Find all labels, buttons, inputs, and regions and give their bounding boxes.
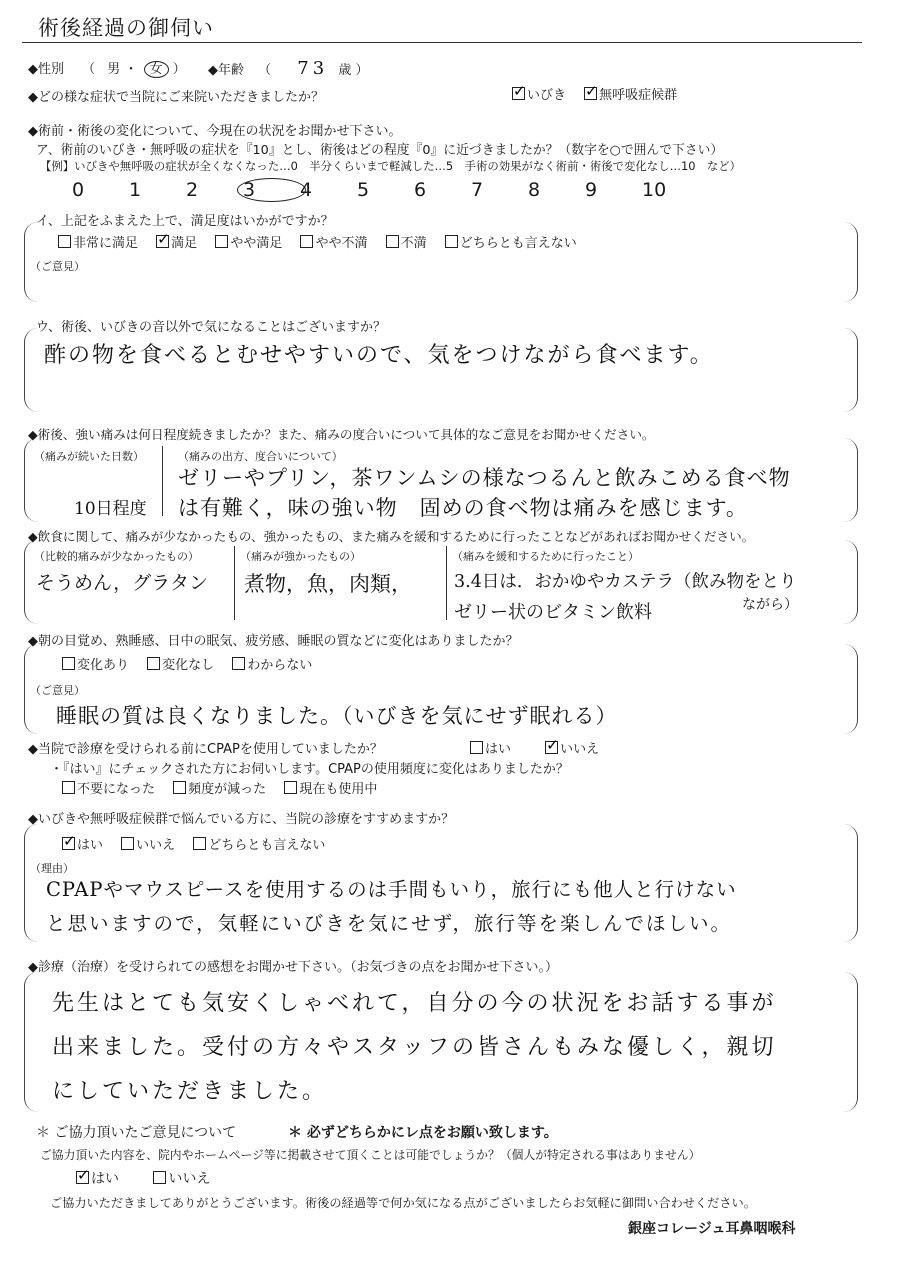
option-changed: 変化あり xyxy=(77,658,130,673)
option-somewhat-satisfied: やや満足 xyxy=(230,236,283,251)
option-satisfied: 満足 xyxy=(171,236,198,251)
clinic-name: 銀座コレージュ耳鼻咽喉科 xyxy=(628,1221,796,1237)
cpap-options xyxy=(470,738,613,757)
option-cpap-yes: はい xyxy=(485,742,512,757)
checkbox-cpap-yes[interactable] xyxy=(470,741,483,754)
checkbox-consent-no[interactable] xyxy=(153,1171,166,1184)
gender-separator: ・ xyxy=(124,62,138,77)
change-example: 【例】いびきや無呼吸の症状が全くなくなった…0 半分くらいまで軽減した…5 手術の効果がなく術前・術後で変化なし…10 など） xyxy=(40,159,742,173)
other-heading: ウ、術後、いびきの音以外で気になることはございますか？ xyxy=(36,320,386,335)
scale-4[interactable]: 4 xyxy=(300,179,313,201)
option-very-satisfied: 非常に満足 xyxy=(73,236,139,251)
scale-2[interactable]: 2 xyxy=(186,179,199,201)
checkbox-apnea[interactable] xyxy=(584,87,597,100)
food-high-value: 煮物，魚，肉類， xyxy=(244,572,412,596)
age-row: ◆年齢 （ 73 歳 ） xyxy=(208,58,369,79)
pain-degree-label: （痛みの出方、度合いについて） xyxy=(178,450,343,463)
gender-female: 女 xyxy=(144,61,169,78)
scale-3[interactable] xyxy=(243,178,300,202)
option-unknown: わからない xyxy=(247,658,313,673)
consent-heading-left: ＊ ご協力頂いたご意見について xyxy=(36,1125,237,1141)
recommend-reason-line2: と思いますので，気軽にいびきを気にせず，旅行等を楽しんでほしい。 xyxy=(46,912,733,935)
consent-heading-right: ＊ 必ずどちらかにレ点をお願い致します。 xyxy=(288,1125,558,1141)
checkbox-satisfied[interactable] xyxy=(156,235,169,248)
checkbox-still-using[interactable] xyxy=(284,781,297,794)
option-recommend-yes: はい xyxy=(77,838,104,853)
scale-3-selected: 3 xyxy=(237,178,306,202)
food-low-value: そうめん，グラタン xyxy=(36,572,208,594)
pain-heading: ◆術後、強い痛みは何日程度続きましたか？また、痛みの度合いについて具体的なご意見をお聞かせください。 xyxy=(28,427,655,442)
food-high-label: （痛みが強かったもの） xyxy=(240,550,361,563)
scale-8[interactable]: 8 xyxy=(528,179,541,201)
pain-divider xyxy=(162,446,163,516)
option-somewhat-dissatisfied: やや不満 xyxy=(315,236,368,251)
option-no-change: 変化なし xyxy=(162,658,215,673)
cpap-heading: ◆当院で診療を受けられる前にCPAPを使用していましたか？ xyxy=(28,742,383,757)
recommend-reason-line1: CPAPやマウスピースを使用するのは手間もいり，旅行にも他人と行けない xyxy=(46,878,737,901)
satisfaction-options xyxy=(58,232,591,251)
impression-line2: 出来ました。受付の方々やスタッフの皆さんもみな優しく，親切 xyxy=(52,1035,777,1060)
food-relief-line2: ゼリー状のビタミン飲料 xyxy=(454,602,652,623)
scale-5[interactable]: 5 xyxy=(357,179,370,201)
checkbox-recommend-neither[interactable] xyxy=(193,837,206,850)
satisfaction-opinion-label: （ご意見） xyxy=(30,260,85,273)
scale-1[interactable]: 1 xyxy=(129,179,142,201)
satisfaction-heading: イ、上記をふまえた上で、満足度はいかがですか？ xyxy=(36,214,334,229)
checkbox-consent-yes[interactable] xyxy=(76,1171,89,1184)
gender-male: 男 xyxy=(107,62,121,77)
scale-6[interactable]: 6 xyxy=(414,179,427,201)
morning-options xyxy=(62,654,326,673)
title-underline xyxy=(22,42,862,43)
consent-question: ご協力頂いた内容を、院内やホームページ等に掲載させて頂くことは可能でしょうか？（個人が特定される事はありません） xyxy=(40,1148,701,1162)
checkbox-very-satisfied[interactable] xyxy=(58,235,71,248)
symptom-question: ◆どの様な症状で当院にご来院いただきましたか？ xyxy=(28,90,324,105)
scale-9[interactable]: 9 xyxy=(585,179,598,201)
pain-degree-line1: ゼリーやプリン，茶ワンムシの様なつるんと飲みこめる食べ物 xyxy=(178,466,791,490)
impression-line1: 先生はとても気安くしゃべれて，自分の今の状況をお話する事が xyxy=(52,991,777,1016)
morning-heading: ◆朝の目覚め、熟睡感、日中の眠気、疲労感、睡眠の質などに変化はありましたか？ xyxy=(28,634,519,649)
checkbox-no-change[interactable] xyxy=(147,657,160,670)
pain-days-value: 10日程度 xyxy=(74,499,147,519)
symptom-apnea-label: 無呼吸症候群 xyxy=(599,88,678,103)
option-consent-yes: はい xyxy=(91,1171,119,1187)
checkbox-somewhat-dissatisfied[interactable] xyxy=(300,235,313,248)
checkbox-recommend-yes[interactable] xyxy=(62,837,75,850)
food-relief-label: （痛みを緩和するために行ったこと） xyxy=(452,550,639,563)
option-neither: どちらとも言えない xyxy=(459,236,577,251)
impression-heading: ◆診療（治療）を受けられての感想をお聞かせ下さい。（お気づきの点をお聞かせ下さい。） xyxy=(28,960,558,975)
food-heading: ◆飲食に関して、痛みが少なかったもの、強かったもの、また痛みを緩和するために行ったことなどがあればお聞かせください。 xyxy=(28,529,755,544)
food-relief-line3: ながら） xyxy=(742,597,798,613)
checkbox-unknown[interactable] xyxy=(232,657,245,670)
recommend-options xyxy=(62,834,339,853)
other-answer: 酢の物を食べるとむせやすいので、気をつけながら食べます。 xyxy=(44,343,714,368)
symptom-snoring-label: いびき xyxy=(527,88,567,103)
option-recommend-neither: どちらとも言えない xyxy=(208,838,326,853)
checkbox-reduced[interactable] xyxy=(173,781,186,794)
cpap-sub-options xyxy=(62,778,391,797)
pain-degree-line2: は有難く，味の強い物 固めの食べ物は痛みを感じます。 xyxy=(178,496,748,520)
consent-options xyxy=(76,1168,224,1188)
checkbox-somewhat-satisfied[interactable] xyxy=(215,235,228,248)
morning-opinion-label: （ご意見） xyxy=(30,684,85,697)
food-divider-2 xyxy=(446,546,447,620)
page-title: 術後経過の御伺い xyxy=(38,16,214,40)
recommend-reason-label: （理由） xyxy=(30,862,74,875)
checkbox-cpap-no[interactable] xyxy=(545,741,558,754)
morning-answer: 睡眠の質は良くなりました。（いびきを気にせず眠れる） xyxy=(56,704,618,728)
option-reduced: 頻度が減った xyxy=(188,782,267,797)
option-still-using: 現在も使用中 xyxy=(299,782,378,797)
age-label: ◆年齢 xyxy=(208,63,244,78)
age-value: 73 xyxy=(297,58,329,79)
scale-7[interactable]: 7 xyxy=(471,179,484,201)
checkbox-no-longer-needed[interactable] xyxy=(62,781,75,794)
checkbox-neither[interactable] xyxy=(445,235,458,248)
checkbox-changed[interactable] xyxy=(62,657,75,670)
recommend-heading: ◆いびきや無呼吸症候群で悩んでいる方に、当院の診療をすすめますか？ xyxy=(28,812,455,827)
gender-row: ◆性別 （ 男 ・ 女 ） xyxy=(28,62,186,77)
pain-days-label: （痛みが続いた日数） xyxy=(34,450,144,463)
checkbox-recommend-no[interactable] xyxy=(121,837,134,850)
age-unit: 歳 xyxy=(338,63,352,78)
impression-line3: にしていただきました。 xyxy=(52,1079,328,1104)
change-heading: ◆術前・術後の変化について、今現在の状況をお聞かせ下さい。 xyxy=(28,124,402,139)
scale-0[interactable]: 0 xyxy=(72,179,85,201)
option-dissatisfied: 不満 xyxy=(400,236,427,251)
footer-thanks: ご協力いただきましてありがとうございます。術後の経過等で何か気になる点がございましたらお気軽に御問い合わせください。 xyxy=(50,1196,756,1210)
food-divider-1 xyxy=(234,546,235,620)
cpap-sub: ・『はい』にチェックされた方にお伺いします。CPAPの使用頻度に変化はありましたか？ xyxy=(50,762,569,777)
option-cpap-no: いいえ xyxy=(560,742,600,757)
option-consent-no: いいえ xyxy=(168,1171,211,1187)
checkbox-snoring[interactable] xyxy=(512,87,525,100)
symptom-options xyxy=(512,84,691,103)
option-recommend-no: いいえ xyxy=(136,838,176,853)
change-scale xyxy=(72,178,699,202)
scale-10[interactable]: 10 xyxy=(642,179,667,201)
food-relief-line1: 3.4日は．おかゆやカステラ（飲み物をとり xyxy=(454,572,797,592)
gender-label: ◆性別 xyxy=(28,62,64,77)
checkbox-dissatisfied[interactable] xyxy=(386,235,399,248)
change-sub-a: ア、術前のいびき・無呼吸の症状を『10』とし、術後はどの程度『0』に近づきましたか？（数字を○で囲んで下さい） xyxy=(36,143,724,158)
option-no-longer-needed: 不要になった xyxy=(77,782,156,797)
food-low-label: （比較的痛みが少なかったもの） xyxy=(34,550,199,563)
